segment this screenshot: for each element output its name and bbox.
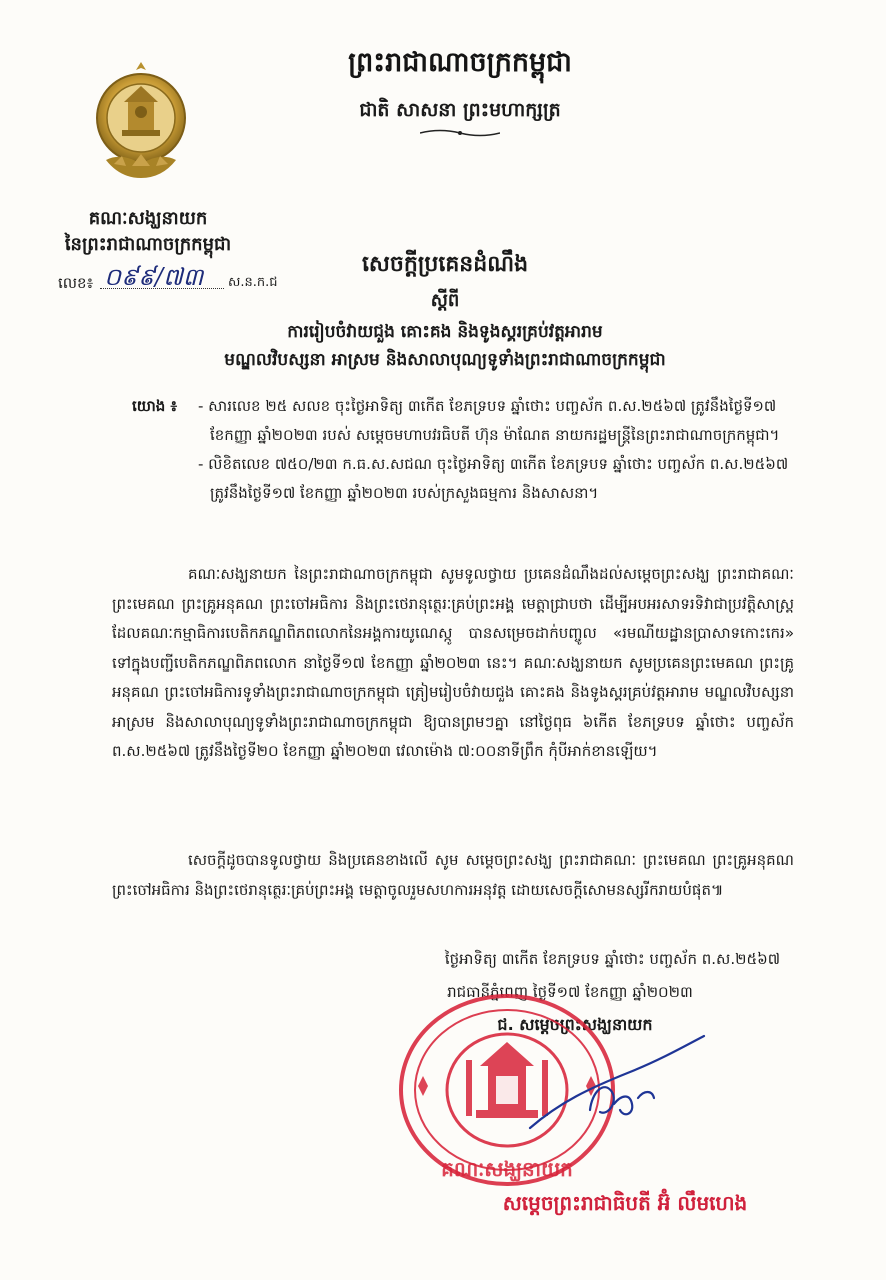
org-line-2: នៃព្រះរាជាណាចក្រកម្ពុជា (64, 234, 232, 255)
ref-dotted-line (100, 288, 224, 289)
reference-item-1: - សារលេខ ២៥ សលខ ចុះថ្ងៃអាទិត្យ ៣កើត ខែភទ្របទ ឆ្នាំថោះ បញ្ចស័ក ព.ស.២៥៦៧ ត្រូវនឹងថ្ងៃទី១៧ ខែកញ្ញា ឆ្នាំ២០២៣ របស់ សម្តេចមហាបវរធិបតី ហ៊ុន ម៉ាណែត នាយករដ្ឋមន្ត្រីនៃព្រះរាជាណាចក្រកម្ពុជា។ (198, 397, 780, 444)
seal-text: គណៈសង្ឃនាយក (441, 1157, 573, 1181)
reference-item-2: - លិខិតលេខ ៧៥០/២៣ ក.ធ.ស.សជណ ចុះថ្ងៃអាទិត្យ ៣កើត ខែភទ្របទ ឆ្នាំថោះ បញ្ចស័ក ព.ស.២៥៦៧ ត្រូវនឹងថ្ងៃទី១៧ ខែកញ្ញា ឆ្នាំ២០២៣ របស់ក្រសួងធម្មការ និងសាសនា។ (198, 455, 789, 502)
lunar-date: ថ្ងៃអាទិត្យ ៣កើត ខែភទ្របទ ឆ្នាំថោះ បញ្ចស័ក ព.ស.២៥៦៧ (444, 950, 780, 968)
subject-line-2: មណ្ឌលវិបស្សនា អាស្រម និងសាលាបុណ្យទូទាំងព្រះរាជាណាចក្រកម្ពុជា (224, 350, 666, 370)
kingdom-heading: ព្រះរាជាណាចក្រកម្ពុជា (348, 47, 572, 78)
signer-name: សម្តេចព្រះរាជាធិបតី អ៊ំ លឹមហេង (502, 1191, 748, 1215)
subject-line-1: ការរៀបចំវាយជួង គោះគង និងទូងស្គរគ្រប់វត្តអារាម (287, 322, 603, 342)
document-title: សេចក្តីប្រគេនដំណឹង (361, 251, 529, 277)
ref-label: លេខ៖ (58, 274, 94, 292)
references-block (112, 392, 792, 508)
issuer-organization (58, 206, 238, 258)
handwritten-signature (520, 1032, 710, 1142)
reference-number-line (58, 262, 278, 302)
org-line-1: គណៈសង្ឃនាយក (88, 208, 208, 229)
signer-title: ជ. សម្តេចព្រះសង្ឃនាយក (497, 1015, 653, 1034)
ref-number-handwritten: ០៩៩/៧៣ (104, 263, 204, 291)
title-about: ស្តីពី (430, 290, 460, 311)
ornament-divider (420, 128, 500, 138)
solar-date: រាជធានីភ្នំពេញ ថ្ងៃទី១៧ ខែកញ្ញា ឆ្នាំ២០២៣ (447, 983, 693, 1001)
references-label: យោង ៖ (132, 397, 178, 415)
national-motto: ជាតិ សាសនា ព្រះមហាក្សត្រ (359, 99, 561, 121)
body-paragraph-2: សេចក្តីដូចបានទូលថ្វាយ និងប្រគេនខាងលើ សូម សម្តេចព្រះសង្ឃ ព្រះរាជាគណៈ ព្រះមេគណ ព្រះគ្រូអនុគណ ព្រះចៅអធិការ និងព្រះថេរានុត្ថេរៈគ្រប់ព្រះអង្គ មេត្តាចូលរួមសហការអនុវត្ត ដោយសេចក្តីសោមនស្សរីករាយបំផុត៕ (112, 851, 794, 899)
buddhist-emblem-logo (92, 60, 190, 188)
ref-code: ស.ន.ក.ជ (228, 275, 278, 290)
body-paragraph-1: គណៈសង្ឃនាយក នៃព្រះរាជាណាចក្រកម្ពុជា សូមទូលថ្វាយ ប្រគេនដំណឹងដល់សម្តេចព្រះសង្ឃ ព្រះរាជាគណៈ ព្រះមេគណ ព្រះគ្រូអនុគណ ព្រះចៅអធិការ និងព្រះថេរានុត្ថេរៈគ្រប់ព្រះអង្គ មេត្តាជ្រាបថា ដើម្បីអបអរសាទរទិវាជាប្រវត្តិសាស្ត្រ ដែលគណៈកម្មាធិការបេតិកភណ្ឌពិភពលោកនៃអង្គការយូណេស្កូ បានសម្រេចដាក់បញ្ចូល «រមណីយដ្ឋានប្រាសាទកោះកេរ» ទៅក្នុងបញ្ជីបេតិកភណ្ឌពិភពលោក នាថ្ងៃទី១៧ ខែកញ្ញា ឆ្នាំ២០២៣ នេះ។ គណៈសង្ឃនាយក សូមប្រគេនព្រះមេគណ ព្រះគ្រូអនុគណ ព្រះចៅអធិការទូទាំងព្រះរាជាណាចក្រកម្ពុជា ត្រៀមរៀបចំវាយជួង គោះគង និងទូងស្គរគ្រប់វត្តអារាម មណ្ឌលវិបស្សនា អាស្រម និងសាលាបុណ្យទូទាំងព្រះរាជាណាចក្រកម្ពុជា ឱ្យបានព្រមៗគ្នា នៅថ្ងៃពុធ ៦កើត ខែភទ្របទ ឆ្នាំថោះ បញ្ចស័ក ព.ស.២៥៦៧ ត្រូវនឹងថ្ងៃទី២០ ខែកញ្ញា ឆ្នាំ២០២៣ វេលាម៉ោង ៧:០០នាទីព្រឹក កុំបីអាក់ខានឡើយ។ (112, 565, 794, 760)
document-subject (110, 318, 780, 374)
